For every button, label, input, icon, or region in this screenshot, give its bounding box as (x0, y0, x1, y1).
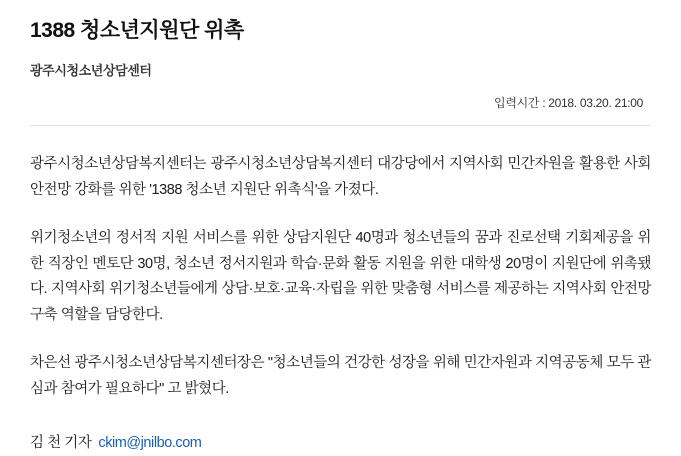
article-paragraph: 차은선 광주시청소년상담복지센터장은 "청소년들의 건강한 성장을 위해 민간자원과 지역공동체 모두 관심과 참여가 필요하다" 고 밝혔다. (30, 355, 651, 397)
article-byline (30, 425, 651, 456)
article-body (30, 126, 651, 456)
article-paragraph: 광주시청소년상담복지센터는 광주시청소년상담복지센터 대강당에서 지역사회 민간자원을 활용한 사회안전망 강화를 위한 '1388 청소년 지원단 위촉식'을 가졌다. (30, 156, 651, 199)
article-paragraph: 위기청소년의 정서적 지원 서비스를 위한 상담지원단 40명과 청소년들의 꿈과 진로선택 기회제공을 위한 직장인 멘토단 30명, 청소년 정서지원과 학습·문화 활동 지원을 위한 대학생 20명이 지원단에 위촉됐다. 지역사회 위기청소년들에게 상담·보호·교육·자립을 위한 맞춤형 서비스를 제공하는 지역사회 안전망구축 역할을 담당한다. (30, 229, 651, 324)
article-meta (30, 79, 651, 111)
article-subheading: 광주시청소년상담센터 (30, 63, 152, 79)
reporter-name: 김 천 기자 (30, 434, 92, 451)
published-timestamp: 입력시간 : 2018. 03.20. 21:00 (494, 96, 643, 111)
page-title: 1388 청소년지원단 위촉 (30, 19, 244, 42)
reporter-email-link[interactable]: ckim@jnilbo.com (98, 434, 202, 451)
